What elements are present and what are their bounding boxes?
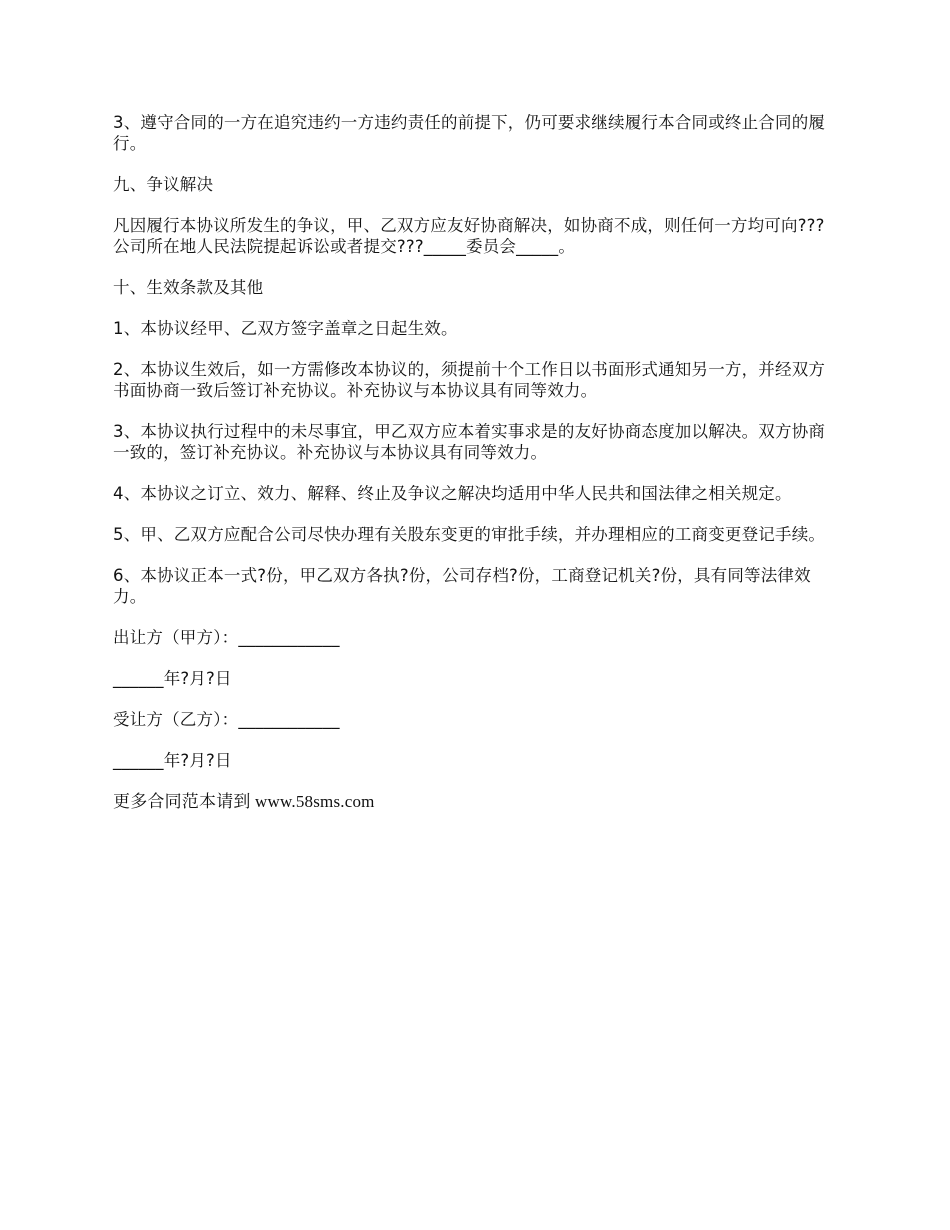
transferee-signature-line: 受让方（乙方）：____________ bbox=[113, 710, 340, 729]
effect-clause-3: 3、本协议执行过程中的未尽事宜，甲乙双方应本着实事求是的友好协商态度加以解决。双方协商一致的，签订补充协议。补充协议与本协议具有同等效力。 bbox=[113, 422, 826, 462]
effect-clause-6: 6、本协议正本一式?份，甲乙双方各执?份，公司存档?份，工商登记机关?份，具有同等法律效力。 bbox=[113, 566, 811, 606]
dispute-clause: 凡因履行本协议所发生的争议，甲、乙双方应友好协商解决，如协商不成，则任何一方均可向???公司所在地人民法院提起诉讼或者提交???_____委员会_____。 bbox=[113, 216, 825, 256]
transferee-date-line: ______年?月?日 bbox=[113, 751, 232, 770]
effect-clause-4: 4、本协议之订立、效力、解释、终止及争议之解决均适用中华人民共和国法律之相关规定。 bbox=[113, 484, 792, 503]
effect-clause-1: 1、本协议经甲、乙双方签字盖章之日起生效。 bbox=[113, 319, 458, 338]
footer-link-text: 更多合同范本请到 www.58sms.com bbox=[113, 792, 375, 811]
transferor-date-line: ______年?月?日 bbox=[113, 669, 232, 688]
section-heading-dispute: 九、争议解决 bbox=[113, 175, 214, 194]
transferor-signature-line: 出让方（甲方）：____________ bbox=[113, 628, 340, 647]
effect-clause-2: 2、本协议生效后，如一方需修改本协议的，须提前十个工作日以书面形式通知另一方，并经双方书面协商一致后签订补充协议。补充协议与本协议具有同等效力。 bbox=[113, 360, 826, 400]
document-page bbox=[113, 112, 840, 832]
effect-clause-5: 5、甲、乙双方应配合公司尽快办理有关股东变更的审批手续，并办理相应的工商变更登记手续。 bbox=[113, 525, 826, 544]
section-heading-effect: 十、生效条款及其他 bbox=[113, 278, 264, 297]
clause-3-remedy: 3、遵守合同的一方在追究违约一方违约责任的前提下，仍可要求继续履行本合同或终止合同的履行。 bbox=[113, 113, 826, 153]
